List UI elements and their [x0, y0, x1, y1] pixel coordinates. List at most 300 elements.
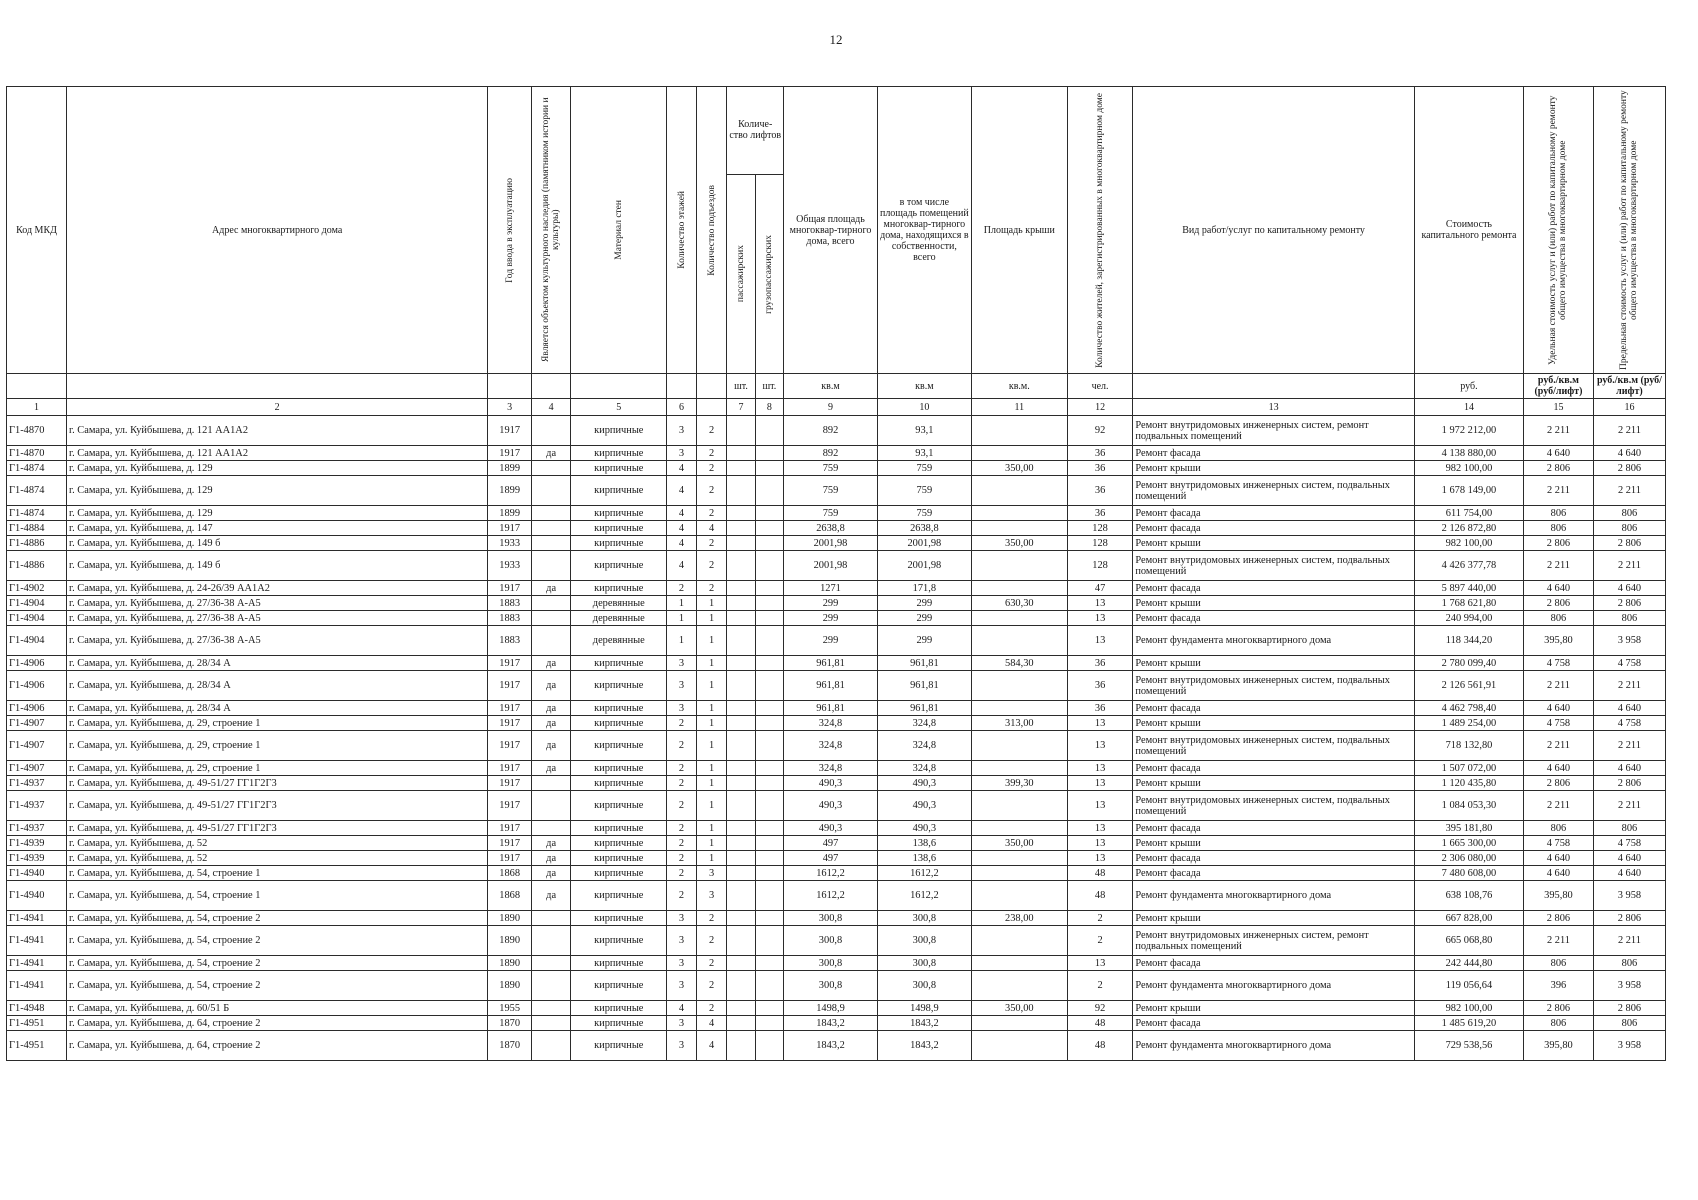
cell-total-area: 1843,2	[784, 1031, 878, 1061]
cell-entrances: 2	[696, 536, 727, 551]
cell-owned-area: 138,6	[877, 851, 971, 866]
cell-material: кирпичные	[571, 701, 667, 716]
cell-total-area: 300,8	[784, 971, 878, 1001]
table-row	[7, 731, 1666, 761]
colnum: 2	[67, 399, 488, 416]
header-max-cost	[1593, 87, 1665, 374]
colnum: 10	[877, 399, 971, 416]
cell-max-cost: 3 958	[1593, 881, 1665, 911]
cell-cost: 7 480 608,00	[1414, 866, 1523, 881]
cell-heritage: да	[531, 446, 570, 461]
cell-lifts-passenger	[727, 791, 755, 821]
cell-max-cost: 3 958	[1593, 626, 1665, 656]
cell-owned-area: 300,8	[877, 911, 971, 926]
cell-material: кирпичные	[571, 881, 667, 911]
cell-roof-area: 350,00	[971, 1001, 1067, 1016]
cell-roof-area	[971, 821, 1067, 836]
cell-owned-area: 2638,8	[877, 521, 971, 536]
cell-roof-area	[971, 956, 1067, 971]
cell-residents: 92	[1067, 416, 1132, 446]
cell-floors: 1	[667, 611, 696, 626]
cell-owned-area: 490,3	[877, 776, 971, 791]
cell-unit-cost: 2 211	[1524, 926, 1594, 956]
cell-owned-area: 300,8	[877, 926, 971, 956]
cell-year: 1899	[488, 506, 532, 521]
cell-lifts-cargo	[755, 1001, 783, 1016]
cell-unit-cost: 2 211	[1524, 731, 1594, 761]
table-row	[7, 761, 1666, 776]
header-owned-area: в том числе площадь помещений многоквар-тирного дома, находящихся в собственности, всего	[877, 87, 971, 374]
unit-floors	[667, 374, 696, 399]
cell-floors: 4	[667, 461, 696, 476]
cell-heritage: да	[531, 836, 570, 851]
cell-work: Ремонт крыши	[1133, 836, 1415, 851]
cell-heritage	[531, 776, 570, 791]
cell-heritage	[531, 821, 570, 836]
cell-lifts-passenger	[727, 611, 755, 626]
cell-max-cost: 3 958	[1593, 1031, 1665, 1061]
cell-work: Ремонт фасада	[1133, 446, 1415, 461]
cell-address: г. Самара, ул. Куйбышева, д. 149 б	[67, 551, 488, 581]
cell-material: кирпичные	[571, 416, 667, 446]
cell-floors: 3	[667, 416, 696, 446]
cell-entrances: 2	[696, 461, 727, 476]
cell-heritage	[531, 521, 570, 536]
cell-total-area: 299	[784, 611, 878, 626]
cell-address: г. Самара, ул. Куйбышева, д. 29, строение 1	[67, 731, 488, 761]
cell-cost: 5 897 440,00	[1414, 581, 1523, 596]
cell-entrances: 2	[696, 446, 727, 461]
cell-roof-area: 350,00	[971, 536, 1067, 551]
header-year-text: Год ввода в эксплуатацию	[504, 177, 515, 283]
cell-residents: 128	[1067, 536, 1132, 551]
cell-owned-area: 961,81	[877, 656, 971, 671]
table-row	[7, 881, 1666, 911]
cell-total-area: 2001,98	[784, 536, 878, 551]
table-row	[7, 716, 1666, 731]
cell-material: кирпичные	[571, 956, 667, 971]
cell-heritage: да	[531, 701, 570, 716]
header-lifts-passenger	[727, 174, 755, 373]
cell-address: г. Самара, ул. Куйбышева, д. 129	[67, 461, 488, 476]
cell-material: кирпичные	[571, 776, 667, 791]
unit-work	[1133, 374, 1415, 399]
cell-total-area: 324,8	[784, 761, 878, 776]
cell-max-cost: 2 211	[1593, 476, 1665, 506]
cell-max-cost: 4 640	[1593, 851, 1665, 866]
cell-work: Ремонт фасада	[1133, 521, 1415, 536]
cell-work: Ремонт крыши	[1133, 536, 1415, 551]
cell-residents: 36	[1067, 701, 1132, 716]
cell-unit-cost: 4 640	[1524, 581, 1594, 596]
cell-year: 1890	[488, 926, 532, 956]
cell-heritage: да	[531, 656, 570, 671]
cell-material: кирпичные	[571, 521, 667, 536]
cell-lifts-cargo	[755, 446, 783, 461]
cell-lifts-passenger	[727, 416, 755, 446]
header-entrances	[696, 87, 727, 374]
cell-total-area: 490,3	[784, 821, 878, 836]
cell-owned-area: 299	[877, 596, 971, 611]
cell-entrances: 1	[696, 731, 727, 761]
cell-floors: 2	[667, 716, 696, 731]
cell-unit-cost: 4 640	[1524, 701, 1594, 716]
cell-code: Г1-4951	[7, 1016, 67, 1031]
cell-work: Ремонт фасада	[1133, 1016, 1415, 1031]
cell-unit-cost: 2 211	[1524, 671, 1594, 701]
cell-heritage: да	[531, 851, 570, 866]
cell-total-area: 2001,98	[784, 551, 878, 581]
cell-entrances: 2	[696, 911, 727, 926]
cell-max-cost: 2 211	[1593, 926, 1665, 956]
table-row	[7, 956, 1666, 971]
cell-year: 1890	[488, 956, 532, 971]
cell-floors: 3	[667, 656, 696, 671]
colnum: 5	[571, 399, 667, 416]
cell-code: Г1-4874	[7, 461, 67, 476]
cell-residents: 13	[1067, 851, 1132, 866]
cell-address: г. Самара, ул. Куйбышева, д. 49-51/27 ГГ1Г2Г3	[67, 791, 488, 821]
cell-max-cost: 806	[1593, 821, 1665, 836]
header-material-text: Материал стен	[613, 200, 624, 260]
table-row	[7, 581, 1666, 596]
cell-max-cost: 2 806	[1593, 596, 1665, 611]
cell-max-cost: 4 640	[1593, 866, 1665, 881]
cell-lifts-passenger	[727, 701, 755, 716]
cell-code: Г1-4940	[7, 866, 67, 881]
cell-residents: 128	[1067, 521, 1132, 536]
cell-heritage	[531, 926, 570, 956]
cell-lifts-cargo	[755, 611, 783, 626]
cell-year: 1917	[488, 656, 532, 671]
cell-material: кирпичные	[571, 926, 667, 956]
cell-year: 1917	[488, 836, 532, 851]
cell-total-area: 300,8	[784, 911, 878, 926]
cell-code: Г1-4906	[7, 701, 67, 716]
cell-heritage: да	[531, 716, 570, 731]
cell-heritage	[531, 551, 570, 581]
cell-lifts-passenger	[727, 506, 755, 521]
cell-owned-area: 2001,98	[877, 551, 971, 581]
cell-total-area: 2638,8	[784, 521, 878, 536]
cell-lifts-passenger	[727, 911, 755, 926]
header-floors	[667, 87, 696, 374]
cell-year: 1899	[488, 461, 532, 476]
cell-floors: 3	[667, 701, 696, 716]
cell-heritage	[531, 476, 570, 506]
cell-code: Г1-4906	[7, 671, 67, 701]
cell-roof-area	[971, 761, 1067, 776]
cell-work: Ремонт внутридомовых инженерных систем, подвальных помещений	[1133, 671, 1415, 701]
cell-address: г. Самара, ул. Куйбышева, д. 54, строение 1	[67, 866, 488, 881]
cell-year: 1870	[488, 1031, 532, 1061]
cell-year: 1883	[488, 596, 532, 611]
cell-code: Г1-4948	[7, 1001, 67, 1016]
cell-heritage	[531, 611, 570, 626]
cell-roof-area	[971, 521, 1067, 536]
cell-roof-area: 399,30	[971, 776, 1067, 791]
cell-year: 1917	[488, 791, 532, 821]
cell-address: г. Самара, ул. Куйбышева, д. 27/36-38 А-А5	[67, 626, 488, 656]
header-material	[571, 87, 667, 374]
cell-residents: 36	[1067, 671, 1132, 701]
cell-address: г. Самара, ул. Куйбышева, д. 129	[67, 506, 488, 521]
cell-lifts-cargo	[755, 1031, 783, 1061]
cell-lifts-cargo	[755, 881, 783, 911]
cell-material: кирпичные	[571, 581, 667, 596]
cell-entrances: 2	[696, 581, 727, 596]
table-row	[7, 476, 1666, 506]
cell-lifts-passenger	[727, 836, 755, 851]
cell-work: Ремонт фундамента многоквартирного дома	[1133, 1031, 1415, 1061]
cell-lifts-cargo	[755, 551, 783, 581]
header-heritage	[531, 87, 570, 374]
cell-year: 1933	[488, 536, 532, 551]
cell-unit-cost: 395,80	[1524, 1031, 1594, 1061]
cell-total-area: 300,8	[784, 956, 878, 971]
cell-cost: 119 056,64	[1414, 971, 1523, 1001]
cell-lifts-cargo	[755, 506, 783, 521]
cell-heritage	[531, 1031, 570, 1061]
cell-lifts-passenger	[727, 551, 755, 581]
cell-work: Ремонт фундамента многоквартирного дома	[1133, 881, 1415, 911]
colnum	[696, 399, 727, 416]
cell-max-cost: 2 211	[1593, 416, 1665, 446]
cell-address: г. Самара, ул. Куйбышева, д. 49-51/27 ГГ1Г2Г3	[67, 821, 488, 836]
cell-entrances: 2	[696, 926, 727, 956]
cell-max-cost: 2 806	[1593, 911, 1665, 926]
cell-max-cost: 2 211	[1593, 671, 1665, 701]
cell-lifts-cargo	[755, 596, 783, 611]
cell-floors: 2	[667, 731, 696, 761]
cell-owned-area: 1612,2	[877, 866, 971, 881]
header-year	[488, 87, 532, 374]
cell-unit-cost: 806	[1524, 956, 1594, 971]
cell-material: кирпичные	[571, 836, 667, 851]
cell-material: кирпичные	[571, 476, 667, 506]
cell-unit-cost: 4 640	[1524, 761, 1594, 776]
cell-work: Ремонт внутридомовых инженерных систем, ремонт подвальных помещений	[1133, 416, 1415, 446]
cell-residents: 36	[1067, 476, 1132, 506]
cell-work: Ремонт фасада	[1133, 866, 1415, 881]
cell-code: Г1-4904	[7, 626, 67, 656]
table-row	[7, 626, 1666, 656]
cell-entrances: 1	[696, 656, 727, 671]
cell-code: Г1-4906	[7, 656, 67, 671]
cell-residents: 47	[1067, 581, 1132, 596]
cell-heritage: да	[531, 731, 570, 761]
unit-material	[571, 374, 667, 399]
cell-address: г. Самара, ул. Куйбышева, д. 64, строение 2	[67, 1016, 488, 1031]
cell-work: Ремонт крыши	[1133, 656, 1415, 671]
cell-total-area: 324,8	[784, 716, 878, 731]
cell-unit-cost: 2 806	[1524, 536, 1594, 551]
cell-code: Г1-4937	[7, 791, 67, 821]
cell-max-cost: 4 640	[1593, 446, 1665, 461]
cell-address: г. Самара, ул. Куйбышева, д. 147	[67, 521, 488, 536]
cell-year: 1917	[488, 776, 532, 791]
cell-entrances: 1	[696, 821, 727, 836]
table-row	[7, 866, 1666, 881]
cell-year: 1917	[488, 716, 532, 731]
cell-roof-area	[971, 416, 1067, 446]
cell-material: кирпичные	[571, 461, 667, 476]
cell-heritage: да	[531, 866, 570, 881]
cell-heritage	[531, 956, 570, 971]
cell-floors: 4	[667, 476, 696, 506]
cell-residents: 92	[1067, 1001, 1132, 1016]
cell-work: Ремонт крыши	[1133, 1001, 1415, 1016]
cell-residents: 13	[1067, 821, 1132, 836]
cell-owned-area: 93,1	[877, 446, 971, 461]
cell-lifts-cargo	[755, 1016, 783, 1031]
cell-residents: 13	[1067, 791, 1132, 821]
cell-max-cost: 4 758	[1593, 716, 1665, 731]
cell-roof-area	[971, 446, 1067, 461]
header-code: Код МКД	[7, 87, 67, 374]
cell-owned-area: 138,6	[877, 836, 971, 851]
cell-total-area: 490,3	[784, 791, 878, 821]
cell-unit-cost: 4 640	[1524, 851, 1594, 866]
cell-cost: 1 972 212,00	[1414, 416, 1523, 446]
cell-max-cost: 2 806	[1593, 536, 1665, 551]
cell-max-cost: 806	[1593, 956, 1665, 971]
table-row	[7, 851, 1666, 866]
cell-work: Ремонт внутридомовых инженерных систем, подвальных помещений	[1133, 731, 1415, 761]
cell-unit-cost: 2 806	[1524, 911, 1594, 926]
cell-residents: 48	[1067, 1031, 1132, 1061]
cell-roof-area: 630,30	[971, 596, 1067, 611]
cell-floors: 2	[667, 581, 696, 596]
cell-roof-area: 238,00	[971, 911, 1067, 926]
cell-owned-area: 300,8	[877, 956, 971, 971]
table-row	[7, 911, 1666, 926]
cell-cost: 4 426 377,78	[1414, 551, 1523, 581]
cell-cost: 611 754,00	[1414, 506, 1523, 521]
cell-heritage: да	[531, 761, 570, 776]
cell-lifts-passenger	[727, 821, 755, 836]
cell-code: Г1-4941	[7, 971, 67, 1001]
cell-cost: 982 100,00	[1414, 1001, 1523, 1016]
cell-floors: 4	[667, 1001, 696, 1016]
cell-material: кирпичные	[571, 656, 667, 671]
cell-residents: 13	[1067, 626, 1132, 656]
table-header	[7, 87, 1666, 416]
cell-heritage: да	[531, 671, 570, 701]
cell-floors: 3	[667, 956, 696, 971]
cell-lifts-passenger	[727, 626, 755, 656]
cell-material: кирпичные	[571, 866, 667, 881]
unit-roof-area: кв.м.	[971, 374, 1067, 399]
cell-cost: 2 780 099,40	[1414, 656, 1523, 671]
cell-owned-area: 961,81	[877, 671, 971, 701]
cell-total-area: 299	[784, 626, 878, 656]
cell-unit-cost: 806	[1524, 506, 1594, 521]
cell-material: деревянные	[571, 611, 667, 626]
cell-roof-area	[971, 701, 1067, 716]
cell-address: г. Самара, ул. Куйбышева, д. 52	[67, 851, 488, 866]
cell-entrances: 2	[696, 551, 727, 581]
cell-heritage	[531, 1001, 570, 1016]
cell-lifts-passenger	[727, 671, 755, 701]
table-row	[7, 671, 1666, 701]
cell-entrances: 4	[696, 1016, 727, 1031]
cell-entrances: 1	[696, 791, 727, 821]
cell-total-area: 1498,9	[784, 1001, 878, 1016]
cell-lifts-passenger	[727, 866, 755, 881]
cell-address: г. Самара, ул. Куйбышева, д. 54, строение 2	[67, 926, 488, 956]
cell-total-area: 490,3	[784, 776, 878, 791]
cell-total-area: 892	[784, 446, 878, 461]
table-row	[7, 596, 1666, 611]
cell-roof-area	[971, 851, 1067, 866]
cell-material: кирпичные	[571, 761, 667, 776]
colnum: 3	[488, 399, 532, 416]
cell-entrances: 2	[696, 506, 727, 521]
cell-year: 1955	[488, 1001, 532, 1016]
cell-code: Г1-4937	[7, 776, 67, 791]
cell-cost: 729 538,56	[1414, 1031, 1523, 1061]
colnum: 15	[1524, 399, 1594, 416]
cell-address: г. Самара, ул. Куйбышева, д. 28/34 А	[67, 656, 488, 671]
cell-owned-area: 324,8	[877, 716, 971, 731]
cell-floors: 2	[667, 821, 696, 836]
cell-residents: 13	[1067, 716, 1132, 731]
cell-cost: 667 828,00	[1414, 911, 1523, 926]
cell-floors: 2	[667, 761, 696, 776]
colnum: 12	[1067, 399, 1132, 416]
unit-address	[67, 374, 488, 399]
cell-entrances: 1	[696, 611, 727, 626]
cell-unit-cost: 4 758	[1524, 716, 1594, 731]
cell-lifts-cargo	[755, 626, 783, 656]
cell-entrances: 3	[696, 881, 727, 911]
cell-entrances: 1	[696, 836, 727, 851]
cell-lifts-cargo	[755, 956, 783, 971]
cell-residents: 13	[1067, 836, 1132, 851]
cell-roof-area	[971, 476, 1067, 506]
cell-total-area: 961,81	[784, 656, 878, 671]
cell-lifts-passenger	[727, 1031, 755, 1061]
cell-residents: 2	[1067, 911, 1132, 926]
cell-year: 1917	[488, 446, 532, 461]
cell-address: г. Самара, ул. Куйбышева, д. 27/36-38 А-А5	[67, 611, 488, 626]
table-body	[7, 416, 1666, 1061]
cell-max-cost: 2 211	[1593, 791, 1665, 821]
table-row	[7, 776, 1666, 791]
cell-roof-area	[971, 1031, 1067, 1061]
cell-cost: 118 344,20	[1414, 626, 1523, 656]
cell-heritage	[531, 1016, 570, 1031]
cell-roof-area	[971, 866, 1067, 881]
header-entrances-text: Количество подъездов	[706, 184, 717, 276]
table-row	[7, 446, 1666, 461]
cell-entrances: 2	[696, 971, 727, 1001]
cell-material: кирпичные	[571, 536, 667, 551]
cell-floors: 2	[667, 881, 696, 911]
header-lifts-cargo-text: грузопассажирских	[764, 234, 775, 314]
cell-residents: 36	[1067, 506, 1132, 521]
table-row	[7, 656, 1666, 671]
cell-max-cost: 806	[1593, 1016, 1665, 1031]
cell-lifts-passenger	[727, 1001, 755, 1016]
cell-heritage	[531, 791, 570, 821]
cell-work: Ремонт внутридомовых инженерных систем, ремонт подвальных помещений	[1133, 926, 1415, 956]
cell-address: г. Самара, ул. Куйбышева, д. 52	[67, 836, 488, 851]
cell-lifts-cargo	[755, 731, 783, 761]
cell-owned-area: 759	[877, 461, 971, 476]
cell-unit-cost: 2 211	[1524, 416, 1594, 446]
